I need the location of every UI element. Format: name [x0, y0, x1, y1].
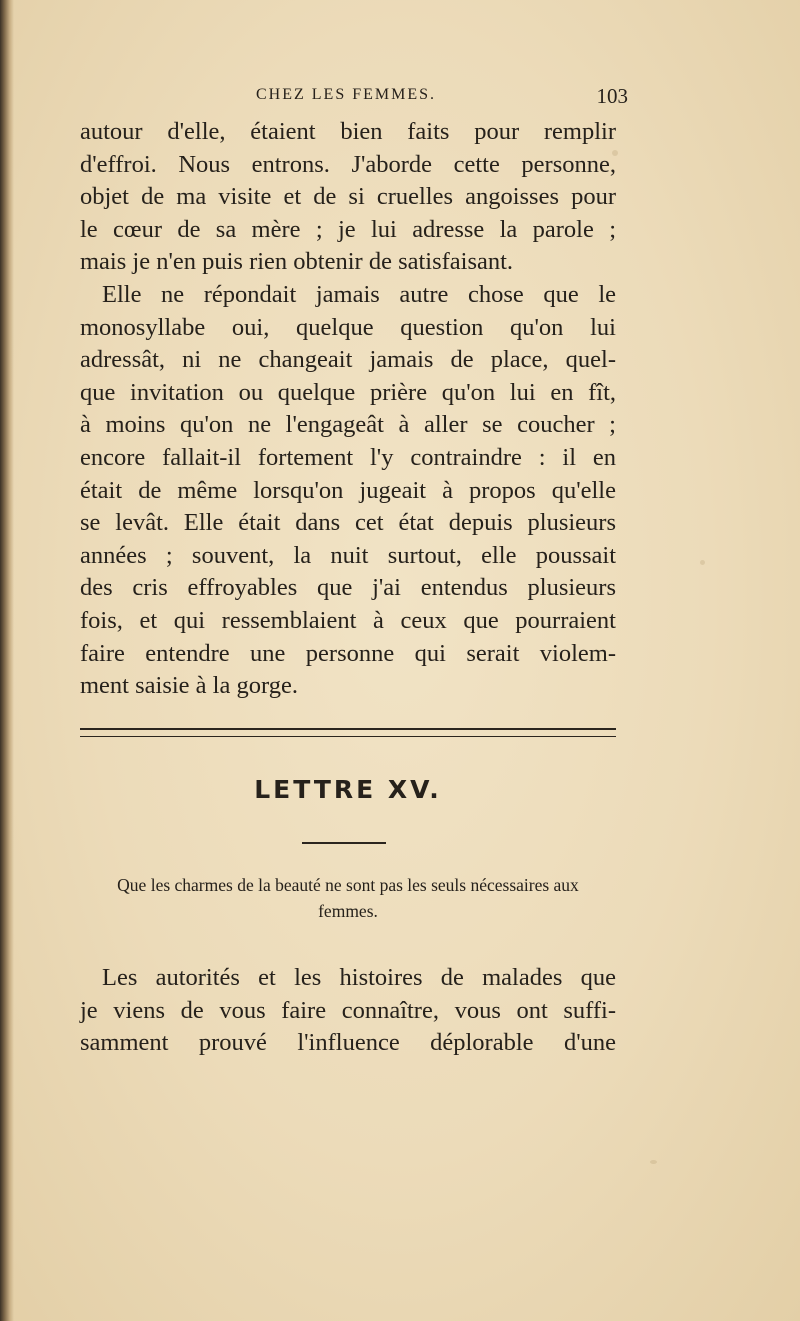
text-line: que invitation ou quelque prière qu'on lui en fît,	[80, 378, 616, 406]
text-line: années ; souvent, la nuit surtout, elle poussait	[80, 541, 616, 569]
text-line: fois, et qui ressemblaient à ceux que pourraient	[80, 606, 616, 634]
text-line: Les autorités et les histoires de malades que	[102, 964, 616, 991]
text-line: objet de ma visite et de si cruelles angoisses pour	[80, 183, 616, 211]
text-line: mais je n'en puis rien obtenir de satisfaisant.	[80, 248, 514, 276]
running-title: CHEZ LES FEMMES.	[256, 86, 437, 103]
text-line: le cœur de sa mère ; je lui adresse la parole ;	[80, 215, 616, 243]
text-line: faire entendre une personne qui serait violem-	[80, 639, 616, 667]
page-number: 103	[596, 84, 628, 108]
text-line: des cris effroyables que j'ai entendus plusieurs	[80, 574, 616, 602]
text-line: à moins qu'on ne l'engageât à aller se coucher ;	[80, 411, 616, 439]
paper-stain	[700, 560, 705, 565]
text-line: autour d'elle, étaient bien faits pour remplir	[80, 118, 616, 145]
text-line: Elle ne répondait jamais autre chose que le	[102, 280, 616, 308]
text-line: d'effroi. Nous entrons. J'aborde cette personne,	[80, 150, 616, 178]
text-line: était de même lorsqu'on jugeait à propos qu'elle	[80, 476, 616, 504]
binding-edge	[0, 0, 14, 1321]
letter-heading: LETTRE XV.	[254, 775, 442, 804]
text-line: adressât, ni ne changeait jamais de place, quel-	[80, 346, 616, 374]
summary-line: Que les charmes de la beauté ne sont pas les seuls nécessaires aux	[117, 875, 579, 895]
text-line: je viens de vous faire connaître, vous ont suffi-	[80, 996, 616, 1024]
heading-rule	[302, 842, 386, 844]
text-line: monosyllabe oui, quelque question qu'on lui	[80, 313, 616, 341]
section-divider	[80, 728, 616, 737]
body-text-top	[80, 116, 616, 703]
text-line: encore fallait-il fortement l'y contraindre : il en	[80, 443, 616, 471]
body-text-bottom	[80, 962, 616, 1060]
text-line: ment saisie à la gorge.	[80, 672, 298, 700]
summary-line: femmes.	[318, 901, 378, 921]
text-line: samment prouvé l'influence déplorable d'une	[80, 1029, 616, 1057]
letter-summary	[80, 872, 616, 924]
running-head	[80, 86, 628, 112]
text-line: se levât. Elle était dans cet état depuis plusieurs	[80, 509, 616, 537]
paper-stain	[650, 1160, 657, 1164]
